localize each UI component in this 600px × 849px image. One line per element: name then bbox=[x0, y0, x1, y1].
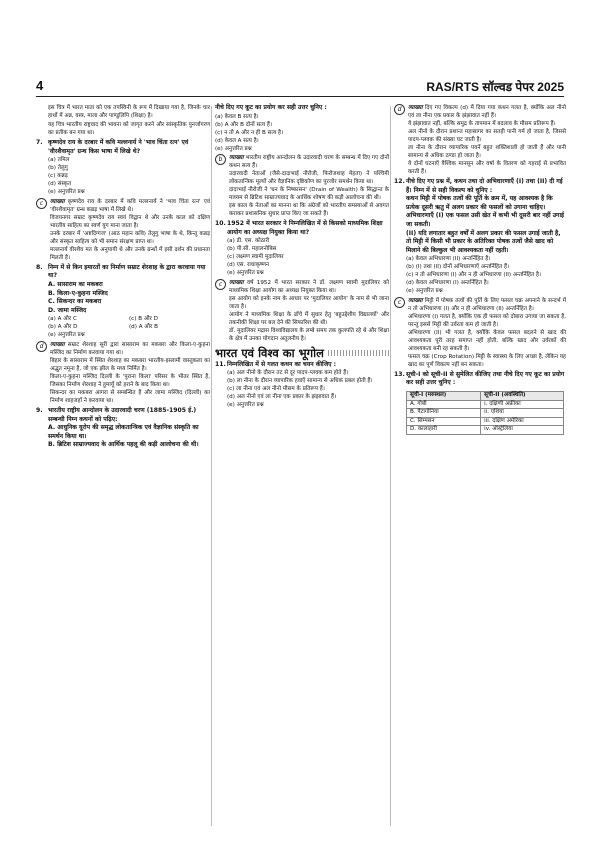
explanation-text: ये दोनों घटनाएँ वैश्विक मानसून और वर्षा के वितरण को गहराई से प्रभावित करती हैं। bbox=[408, 161, 566, 175]
question-text: कृष्णदेव राय के दरबार में कवि मल्लनार्य ने 'भाव चिंता रत्न' एवं 'वीरशैवामृत' ग्रन्थ किस भाषा में लिखे थे? bbox=[48, 139, 189, 155]
explanation-text: भारतीय राष्ट्रीय आन्दोलन के उदारवादी चरण के सम्बन्ध में दिए गए दोनों कथन सत्य हैं। bbox=[229, 155, 390, 170]
question-13 bbox=[394, 371, 566, 388]
explanation-text: कृष्णदेव राय के दरबार में कवि मल्लनार्य ने 'भाव चिंता रत्न' एवं 'वीरशैवामृत' ग्रन्थ कन्नड़ भाषा में लिखे थे। bbox=[50, 198, 211, 213]
table-row bbox=[407, 409, 564, 418]
explanation-text: दिए गए विकल्प (d) में दिया गया कथन गलत है, क्योंकि अल नीनो एवं ला नीना एक प्रकार के झंझावात नहीं हैं। bbox=[408, 105, 566, 119]
option: (e) अनुत्तरित प्रश्न bbox=[406, 288, 443, 295]
statement: A. सासाराम का मकबरा bbox=[48, 281, 103, 289]
answer-letter: b bbox=[215, 154, 226, 165]
answer-explanation bbox=[36, 341, 210, 405]
explanation-label: व्याख्या bbox=[229, 155, 244, 162]
statement: C. सिकन्दर का मकबरा bbox=[48, 298, 102, 306]
options bbox=[48, 315, 210, 339]
explanation-text: उदारवादी नेताओं (जैसे-दादाभाई नौरोजी, फिरोजशाह मेहता) ने पश्चिमी लोकतान्त्रिक मूल्यों और वैज्ञानिक दृष्टिकोण का पुरजोर समर्थन किया था। bbox=[229, 171, 389, 186]
section-title: भारत एवं विश्व का भूगोल bbox=[215, 345, 324, 360]
option: (e) अनुत्तरित प्रश्न bbox=[48, 332, 85, 339]
explanation-text: इस काल के नेताओं का मानना था कि अंग्रेजों को भारतीय समस्याओं से अवगत कराकर प्रशासनिक सुधार प्राप्त किए जा सकते हैं। bbox=[229, 203, 389, 218]
option: (d) अल नीनो एवं ला नीना एक प्रकार के झंझावात हैं। bbox=[227, 394, 337, 401]
explanation-label: व्याख्या bbox=[408, 105, 423, 111]
table-row bbox=[407, 426, 564, 435]
statement: अभिधारणाएँ (I) एक फसल उसी खेत में कभी भी दूसरी बार नहीं उगाई जा सकती। bbox=[406, 212, 565, 228]
header-title: RAS/RTS सॉल्वड पेपर 2025 bbox=[426, 80, 564, 94]
question-text: नीचे दिए गए कूट का प्रयोग कर सही उत्तर चुनिए : bbox=[215, 104, 327, 111]
explanation-text: मल्लनार्य वीरशैव मत के अनुयायी थे और उनके ग्रन्थों में इसी दर्शन की प्रधानता मिलती है। bbox=[50, 246, 210, 261]
explanation-label: व्याख्या bbox=[50, 341, 65, 348]
question-text: 1952 में भारत सरकार ने निम्नलिखित में से किसको माध्यमिक शिक्षा आयोग का अध्यक्ष नियुक्त किया था? bbox=[227, 220, 383, 236]
question-12 bbox=[394, 178, 566, 195]
option: (d) A और B bbox=[129, 324, 158, 331]
options bbox=[48, 156, 210, 196]
option: (c) लक्ष्मण स्वामी मुदालियर bbox=[227, 254, 284, 261]
option: (e) अनुत्तरित प्रश्न bbox=[48, 189, 85, 196]
column-divider bbox=[390, 106, 391, 826]
option: (e) अनुत्तरित प्रश्न bbox=[227, 402, 264, 409]
option: (e) अनुत्तरित प्रश्न bbox=[227, 270, 264, 277]
statement-list bbox=[406, 195, 566, 255]
explanation-text: वर्ष 1952 में भारत सरकार ने डॉ. लक्ष्मण स्वामी मुदालियर को माध्यमिक शिक्षा आयोग का अध्यक्ष नियुक्त किया था। bbox=[229, 279, 389, 294]
option: (d) केवल अभिधारणा (I) अन्तर्निहित है। bbox=[406, 280, 489, 287]
question-9-continued bbox=[215, 104, 389, 113]
question-text: भारतीय राष्ट्रीय आन्दोलन के उदारवादी चरण (1885-1905 ई.) सम्बन्धी निम्न कथनों को पढ़िए: bbox=[48, 406, 197, 423]
explanation-text: किला-ए-कुहना मस्जिद दिल्ली के 'पुराना किला' परिसर के भीतर स्थित है, जिसका निर्माण शेरशाह ने हुमायूँ को हराने के बाद किया था। bbox=[50, 373, 210, 388]
explanation-text: ये झंझावात नहीं, बल्कि समुद्र के तापमान में बदलाव के मौसम प्रतिरूप हैं। bbox=[408, 121, 556, 127]
option: (a) A और C bbox=[48, 316, 77, 323]
option: (d) केवल A सत्य है। bbox=[215, 137, 259, 144]
answer-letter: c bbox=[215, 279, 226, 290]
table-cell: iii. दक्षिण अमेरिका bbox=[481, 417, 564, 426]
table-header: सूची-I (मरुस्थल) bbox=[407, 392, 481, 401]
explanation-text: फसल चक्र (Crop Rotation) मिट्टी के स्वास्थ्य के लिए अच्छा है, लेकिन यह खाद का पूर्ण विकल्प नहीं बन सकता। bbox=[408, 353, 566, 368]
match-table bbox=[406, 391, 564, 435]
options bbox=[227, 369, 389, 409]
statement-list bbox=[48, 424, 210, 450]
question-number: 7. bbox=[36, 139, 43, 147]
column-3 bbox=[394, 104, 566, 435]
question-number: 9. bbox=[36, 406, 43, 414]
question-10 bbox=[215, 220, 389, 237]
table-header: सूची-II (अवस्थिति) bbox=[481, 392, 564, 401]
question-7 bbox=[36, 139, 210, 156]
section-heading bbox=[215, 345, 389, 360]
table-cell: ii. एशिया bbox=[481, 409, 564, 418]
statement: A. आधुनिक यूरोप की समृद्ध लोकतान्त्रिक एवं वैज्ञानिक संस्कृति का समर्थन किया था। bbox=[48, 424, 199, 440]
question-number: 11. bbox=[215, 360, 226, 368]
statement: B. किला-ए-कुहना मस्जिद bbox=[48, 289, 108, 297]
statement: D. जामा मस्जिद bbox=[48, 306, 87, 314]
option: (c) B और D bbox=[129, 316, 158, 323]
explanation-text: इस आयोग को इनके नाम के आधार पर 'मुदालियर आयोग' के नाम से भी जाना जाता है। bbox=[229, 295, 389, 310]
statement: कथन मिट्टी में पोषक तत्वों की पूर्ति के क्रम में, यह आवश्यक है कि प्रत्येक दूसरी ऋतु में अलग प्रकार की फसलों को उगाना चाहिए। bbox=[406, 195, 553, 211]
option: (b) ला नीना के दौरान व्यापारिक हवाएँ सामान्य से अधिक प्रबल होती हैं। bbox=[227, 378, 373, 385]
options bbox=[215, 113, 389, 153]
option: (c) कन्नड़ bbox=[48, 173, 68, 180]
statement: (II) यदि लगातार बहुत वर्षों में अलग प्रकार की फसल उगाई जाती है, तो मिट्टी में किसी भी प्रकार के अतिरिक्त पोषक तत्वों जैसे खाद को मिलाने की बिल्कुल भी आवश्यकता नहीं रहती। bbox=[406, 229, 561, 254]
explanation-text: डॉ. मुदालियर मद्रास विश्वविद्यालय के लम्बे समय तक कुलपति रहे थे और शिक्षा के क्षेत्र में उनका योगदान अतुलनीय है। bbox=[229, 327, 389, 342]
column-2 bbox=[215, 104, 389, 409]
answer-explanation bbox=[36, 198, 210, 262]
question-text: निम्न में से किन इमारतों का निर्माण सम्राट शेरशाह के द्वारा करवाया गया था? bbox=[48, 263, 206, 280]
explanation-text: आयोग ने माध्यमिक शिक्षा के ढाँचे में सुधार हेतु 'बहुउद्देशीय विद्यालयों' और तकनीकी शिक्षा पर बल देने की सिफारिश की थी। bbox=[229, 311, 389, 326]
page-number: 4 bbox=[36, 78, 44, 93]
answer-letter: d bbox=[36, 341, 47, 352]
question-9 bbox=[36, 407, 210, 424]
answer-explanation bbox=[215, 279, 389, 343]
answer-explanation bbox=[394, 104, 566, 176]
explanation-label: व्याख्या bbox=[408, 297, 423, 304]
table-row bbox=[407, 400, 564, 409]
question-text: नीचे दिए गए प्रश्न में, कथन तथा दो अभिधारणाएँ (I) तथा (II) दी गई हैं। निम्न में से सही विकल्प को चुनिए : bbox=[406, 178, 563, 194]
answer-explanation bbox=[215, 154, 389, 218]
table-cell: iv. ऑस्ट्रेलिया bbox=[481, 426, 564, 435]
option: (c) ला नीना एवं अल नीनो मौसम के प्रतिरूप हैं। bbox=[227, 386, 325, 393]
column-divider bbox=[211, 106, 212, 826]
question-11 bbox=[215, 361, 389, 370]
page-header bbox=[36, 78, 564, 97]
answer-letter: c bbox=[36, 198, 47, 209]
option: (e) अनुत्तरित प्रश्न bbox=[215, 145, 252, 152]
answer-letter: d bbox=[394, 104, 405, 115]
paragraph: यह चित्र भारतीय राष्ट्रवाद की भावना को जागृत करने और सांस्कृतिक पुनर्जागरण का प्रतीक बन गया था। bbox=[48, 122, 210, 137]
explanation-text: सम्राट शेरशाह सूरी द्वारा सासाराम का मकबरा और किला-ए-कुहना मस्जिद का निर्माण करवाया गया था। bbox=[50, 341, 210, 356]
explanation-text: अभिधारणा (II) भी गलत है, क्योंकि केवल फसल बदलने से खाद की आवश्यकता पूरी तरह समाप्त नहीं होती, बल्कि खाद और उर्वरकों की आवश्यकता बनी रह सकती है। bbox=[408, 329, 566, 352]
question-8 bbox=[36, 264, 210, 281]
option: (b) तेलुगु bbox=[48, 165, 68, 172]
explanation-label: व्याख्या bbox=[229, 279, 244, 286]
explanation-text: दादाभाई नौरोजी ने 'धन के निष्कासन' (Drain of Wealth) के सिद्धान्त के माध्यम से ब्रिटिश साम्राज्यवाद के आर्थिक शोषण की कड़ी आलोचना की थी। bbox=[229, 187, 389, 202]
answer-explanation bbox=[394, 297, 566, 369]
table-cell: i. दक्षिणी अफ्रीका bbox=[481, 400, 564, 409]
table-cell: D. कालाहारी bbox=[407, 426, 481, 435]
question-number: 13. bbox=[394, 370, 405, 378]
option: (c) न तो अभिधारणा (I) और न ही अभिधारणा (II) अन्तर्निहित है। bbox=[406, 272, 542, 279]
option: (b) (I) तथा (II) दोनों अभिधारणाएँ अन्तर्निहित हैं। bbox=[406, 264, 510, 271]
explanation-text: अभिधारणा (I) गलत है, क्योंकि एक ही फसल को दोबारा उगाया जा सकता है, परन्तु इससे मिट्टी की उर्वरता कम हो जाती है। bbox=[408, 313, 566, 328]
question-text: सूची-I को सूची-II से सुमेलित कीजिए तथा नीचे दिए गए कूट का प्रयोग कर सही उत्तर चुनिए : bbox=[406, 370, 565, 387]
table-row bbox=[407, 417, 564, 426]
answer-letter: c bbox=[394, 297, 405, 308]
explanation-text: सिकन्दर का मकबरा आगरा से सम्बन्धित है और जामा मस्जिद (दिल्ली) का निर्माण शाहजहाँ ने करवाया था। bbox=[50, 389, 210, 404]
paragraph: इस चित्र में भारत माता को एक तपस्विनी के रूप में दिखाया गया है, जिनके चार हाथों में अन्न, वस्त्र, माला और पाण्डुलिपि (शिक्षा) है। bbox=[48, 105, 210, 119]
option: (b) A और B दोनों सत्य हैं। bbox=[215, 121, 272, 128]
option: (b) पी.सी. महालनोबिस bbox=[227, 246, 277, 253]
option: (a) डी. एस. कोठारी bbox=[227, 238, 270, 245]
option: (c) न तो A और न ही B सत्य है। bbox=[215, 129, 284, 136]
question-number: 8. bbox=[36, 263, 43, 271]
explanation-label: व्याख्या bbox=[50, 198, 65, 205]
explanation-text: विजयनगर सम्राट कृष्णदेव राय स्वयं विद्वान थे और उनके काल को दक्षिण भारतीय साहित्य का स्वर्ण युग माना जाता है। bbox=[50, 214, 210, 229]
option: (d) एस. राधाकृष्णन bbox=[227, 262, 269, 269]
question-number: 12. bbox=[394, 178, 405, 185]
intro-text bbox=[36, 104, 210, 137]
column-1 bbox=[36, 104, 210, 450]
options bbox=[227, 237, 389, 277]
option: (a) केवल B सत्य है। bbox=[215, 113, 259, 120]
question-number: 10. bbox=[215, 220, 226, 228]
option: (a) अल नीनो के दौरान तट से दूर पादप-प्लवक कम होते हैं। bbox=[227, 370, 349, 377]
explanation-text: ला नीना के दौरान व्यापारिक पवनें बहुत शक्तिशाली हो जाती हैं और पानी सामान्य से अधिक ठण्डा हो जाता है। bbox=[408, 145, 566, 159]
option: (a) केवल अभिधारणा (II) अन्तर्निहित है। bbox=[406, 256, 491, 263]
explanation-text: अल नीनो के दौरान प्रशान्त महासागर का सतही पानी गर्म हो जाता है, जिससे पादप-प्लवक की संख्या घट जाती है। bbox=[408, 129, 566, 143]
statement: B. ब्रिटिश साम्राज्यवाद के आर्थिक पहलू की कड़ी आलोचना की थी। bbox=[48, 441, 199, 449]
table-cell: C. सिम्पसन bbox=[407, 417, 481, 426]
explanation-text: उनके दरबार में 'अष्टदिग्गज' (आठ महान कवि) तेलुगु भाषा के थे, किन्तु कन्नड़ और संस्कृत साहित्य को भी समान संरक्षण प्राप्त था। bbox=[50, 230, 210, 245]
section-rule bbox=[328, 350, 389, 356]
table-cell: A. गोबी bbox=[407, 400, 481, 409]
question-text: निम्नलिखित में से गलत कथन का चयन कीजिए : bbox=[227, 360, 337, 368]
table-cell: B. पैटागोनिया bbox=[407, 409, 481, 418]
option: (a) तमिल bbox=[48, 157, 70, 164]
option: (d) संस्कृत bbox=[48, 181, 72, 188]
explanation-text: बिहार के सासाराम में स्थित शेरशाह का मकबरा भारतीय-इस्लामी वास्तुकला का अद्भुत नमूना है, जो एक झील के मध्य निर्मित है। bbox=[50, 357, 210, 372]
statement-list bbox=[48, 281, 210, 315]
explanation-text: मिट्टी में पोषक तत्वों की पूर्ति के लिए फसल चक्र अपनाने के सन्दर्भ में न तो अभिधारणा (I) और न ही अभिधारणा (II) अन्तर्निहित है। bbox=[408, 297, 566, 312]
options bbox=[406, 255, 566, 295]
option: (b) A और D bbox=[48, 324, 78, 331]
